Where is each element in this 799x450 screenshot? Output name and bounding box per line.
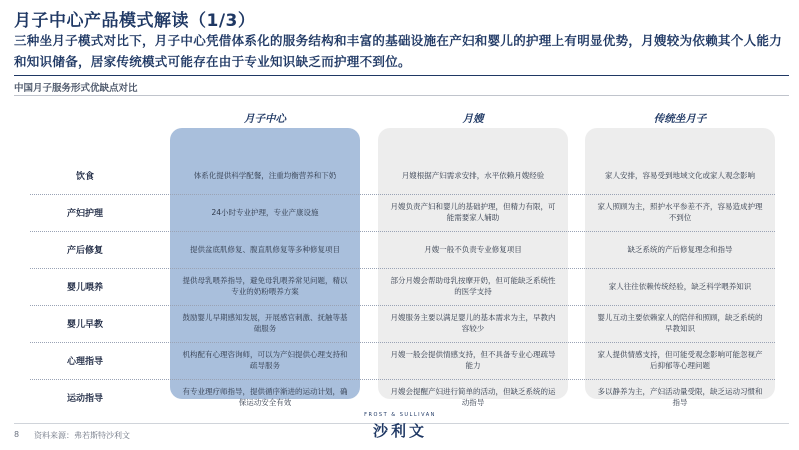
page-number: 8 — [14, 430, 20, 439]
row-label: 心理指导 — [66, 356, 103, 367]
section-divider — [14, 95, 789, 96]
row-label: 运动指导 — [66, 393, 103, 404]
table-row — [30, 195, 775, 229]
cell-center: 提供盆底肌修复、腹直肌修复等多种修复项目 — [190, 244, 340, 254]
cell-center: 有专业理疗师指导，提供循序渐进的运动计划，确保运动安全有效 — [182, 387, 348, 407]
brand-name-cn: 沙利文 — [372, 422, 427, 440]
row-label: 婴儿早教 — [66, 319, 103, 330]
row-label: 产妇护理 — [66, 208, 103, 219]
cell-traditional: 家人照顾为主，照护水平参差不齐，容易造成护理不到位 — [597, 202, 763, 222]
page-subtitle: 三种坐月子模式对比下，月子中心凭借体系化的服务结构和丰富的基础设施在产妇和婴儿的护理上有明显优势，月嫂较为依赖其个人能力和知识储备，居家传统模式可能存在由于专业知识缺乏而护理不到位。 — [14, 33, 783, 69]
cell-center: 机构配有心理咨询师，可以为产妇提供心理支持和疏导服务 — [182, 350, 348, 370]
cell-center: 鼓励婴儿早期感知发展，开展感官刺激、抚触等基础服务 — [182, 313, 348, 333]
cell-traditional: 婴儿互动主要依赖家人的陪伴和照顾，缺乏系统的早教知识 — [597, 313, 763, 333]
brand-name-en: FROST & SULLIVAN — [364, 412, 436, 418]
brand-logo — [340, 412, 460, 441]
cell-center: 24小时专业护理，专业产康设施 — [211, 207, 319, 217]
row-label: 婴儿喂养 — [66, 282, 103, 293]
cell-maternity: 月嫂会提醒产妇进行简单的活动，但缺乏系统的运动指导 — [390, 387, 556, 407]
table-row — [30, 380, 775, 414]
cell-traditional: 家人往往依赖传统经验，缺乏科学喂养知识 — [608, 281, 752, 291]
column-header-traditional: 传统坐月子 — [653, 113, 707, 125]
cell-maternity: 月嫂一般会提供情感支持，但不具备专业心理疏导能力 — [390, 350, 556, 370]
table-row — [30, 232, 775, 266]
cell-maternity: 月嫂负责产妇和婴儿的基础护理，但精力有限，可能需要家人辅助 — [390, 202, 556, 222]
table-row — [30, 343, 775, 377]
cell-traditional: 家人安排，容易受到地域文化或家人观念影响 — [605, 170, 755, 180]
cell-maternity: 月嫂服务主要以满足婴儿的基本需求为主，早教内容较少 — [390, 313, 556, 333]
source-note: 资料来源：弗若斯特沙利文 — [34, 431, 130, 440]
cell-traditional: 缺乏系统的产后修复理念和指导 — [627, 244, 733, 254]
cell-maternity: 部分月嫂会帮助母乳按摩开奶，但可能缺乏系统性的医学支持 — [390, 276, 556, 296]
cell-maternity: 月嫂根据产妇需求安排，水平依赖月嫂经验 — [401, 170, 545, 180]
title-divider — [14, 75, 789, 76]
column-header-center: 月子中心 — [244, 113, 286, 125]
column-header-maternity: 月嫂 — [462, 113, 484, 125]
cell-maternity: 月嫂一般不负责专业修复项目 — [424, 244, 522, 254]
page-title: 月子中心产品模式解读（1/3） — [14, 11, 256, 31]
row-label: 产后修复 — [66, 245, 103, 256]
cell-traditional: 家人提供情感支持，但可能受观念影响可能忽视产后抑郁等心理问题 — [597, 350, 763, 370]
table-row — [30, 269, 775, 303]
cell-traditional: 多以静养为主，产妇活动量受限，缺乏运动习惯和指导 — [597, 387, 763, 407]
row-label: 饮食 — [75, 171, 94, 182]
cell-center: 体系化提供科学配餐，注重均衡营养和下奶 — [193, 170, 337, 180]
table-row — [30, 158, 775, 192]
section-label: 中国月子服务形式优缺点对比 — [14, 83, 138, 94]
cell-center: 提供母乳喂养指导，避免母乳喂养常见问题，精以专业的奶粉喂养方案 — [182, 276, 348, 296]
table-row — [30, 306, 775, 340]
